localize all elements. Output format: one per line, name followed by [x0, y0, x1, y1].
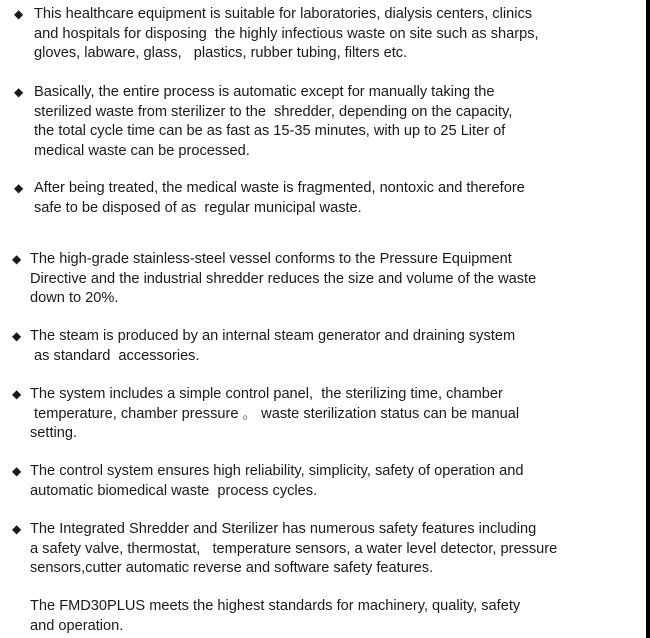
text-line: The FMD30PLUS meets the highest standards for machinery, quality, safety [30, 598, 521, 614]
text-line: The control system ensures high reliability, simplicity, safety of operation and [30, 463, 524, 479]
text-line: Directive and the industrial shredder reduces the size and volume of the waste [30, 270, 537, 287]
bullet-item-control-system [12, 462, 523, 501]
text-line: setting. [30, 425, 78, 441]
text-line: The system includes a simple control panel, the sterilizing time, chamber [30, 386, 503, 402]
bullet-item-suitability [14, 5, 539, 64]
text-line: medical waste can be processed. [34, 142, 250, 159]
text-line: as standard accessories. [30, 347, 200, 364]
text-line: After being treated, the medical waste is fragmented, nontoxic and therefore [34, 180, 525, 196]
text-line: temperature, chamber pressure 。 waste sterilization status can be manual [30, 405, 520, 422]
black-diamond-icon: ◆ [12, 522, 22, 536]
text-line: This healthcare equipment is suitable for laboratories, dialysis centers, clinics [34, 6, 533, 22]
black-diamond-icon: ◆ [14, 7, 24, 21]
bullet-item-vessel [12, 250, 536, 309]
text-line: The Integrated Shredder and Sterilizer has numerous safety features including [30, 521, 537, 537]
black-diamond-icon: ◆ [12, 329, 22, 343]
bullet-item-safety-features [12, 520, 557, 579]
text-line: gloves, labware, glass, plastics, rubber tubing, filters etc. [34, 45, 408, 61]
text-line: and operation. [30, 617, 124, 634]
text-line: and hospitals for disposing the highly infectious waste on site such as sharps, [34, 25, 539, 42]
closing-paragraph [30, 597, 520, 636]
black-diamond-icon: ◆ [12, 387, 22, 401]
black-diamond-icon: ◆ [12, 252, 22, 266]
right-frame-edge [646, 0, 650, 638]
text-line: a safety valve, thermostat, temperature sensors, a water level detector, pressure [30, 540, 558, 557]
text-line: The steam is produced by an internal steam generator and draining system [30, 328, 516, 344]
text-line: sensors,cutter automatic reverse and software safety features. [30, 560, 434, 576]
black-diamond-icon: ◆ [12, 464, 22, 478]
black-diamond-icon: ◆ [14, 85, 24, 99]
text-line: sterilized waste from sterilizer to the shredder, depending on the capacity, [34, 103, 513, 120]
bullet-item-process [14, 83, 512, 161]
text-line: down to 20%. [30, 290, 119, 306]
text-line: Basically, the entire process is automatic except for manually taking the [34, 84, 495, 100]
text-line: automatic biomedical waste process cycles. [30, 482, 318, 499]
bullet-item-treated-waste [14, 179, 525, 218]
text-line: the total cycle time can be as fast as 15-35 minutes, with up to 25 Liter of [34, 123, 506, 139]
text-line: The high-grade stainless-steel vessel conforms to the Pressure Equipment [30, 251, 512, 267]
text-line: safe to be disposed of as regular municipal waste. [34, 199, 362, 216]
bullet-item-steam [12, 327, 515, 366]
bullet-item-control-panel [12, 385, 519, 444]
black-diamond-icon: ◆ [14, 181, 24, 195]
